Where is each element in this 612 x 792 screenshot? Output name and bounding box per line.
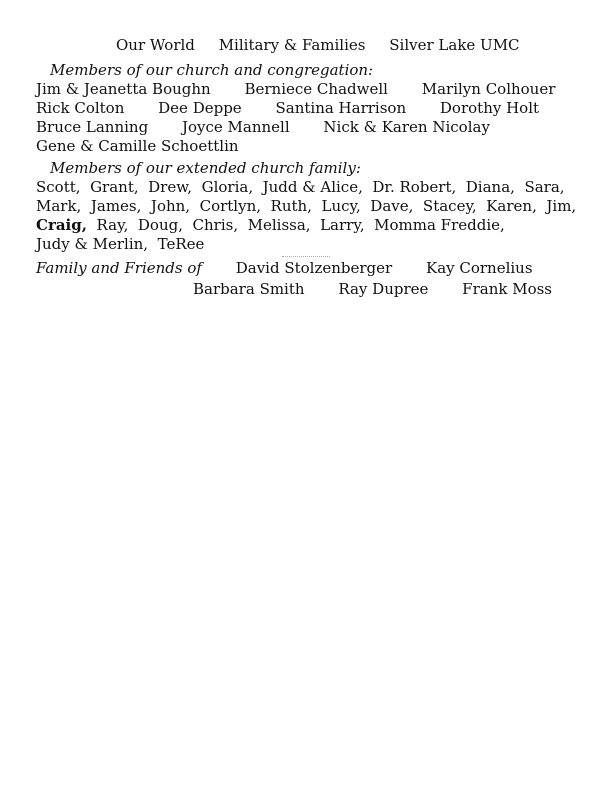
family-friends-row [36, 259, 533, 277]
extended-family-line: Scott, Grant, Drew, Gloria, Judd & Alice, Dr. Robert, Diana, Sara, [36, 178, 565, 196]
family-friends-name: Ray Dupree [338, 280, 429, 298]
congregation-name: Dorothy Holt [439, 99, 540, 117]
prayer-categories [116, 36, 576, 54]
congregation-name: Berniece Chadwell [244, 80, 388, 98]
family-friends-name: Frank Moss [462, 280, 552, 298]
family-friends-name: David Stolzenberger [235, 259, 393, 277]
extended-family-line: Judy & Merlin, TeRee [36, 235, 205, 253]
congregation-name: Santina Harrison [275, 99, 407, 117]
section-divider [282, 256, 330, 258]
congregation-row [36, 99, 555, 118]
family-friends-name: Kay Cornelius [425, 259, 533, 277]
congregation-name: Dee Deppe [158, 99, 242, 117]
congregation-row [36, 137, 555, 156]
extended-family-list [36, 178, 577, 254]
category-silver-lake-umc: Silver Lake UMC [389, 36, 520, 54]
congregation-name: Jim & Jeanetta Boughn [36, 80, 211, 98]
category-military-families: Military & Families [218, 36, 366, 54]
congregation-list [36, 80, 555, 156]
extended-family-names: Ray, Doug, Chris, Melissa, Larry, Momma Freddie, [86, 216, 505, 234]
congregation-name: Gene & Camille Schoettlin [36, 137, 239, 155]
congregation-name: Joyce Mannell [181, 118, 290, 136]
congregation-name: Nick & Karen Nicolay [323, 118, 490, 136]
extended-family-line: Mark, James, John, Cortlyn, Ruth, Lucy, Dave, Stacey, Karen, Jim, [36, 197, 577, 215]
extended-family-line [36, 216, 566, 235]
highlighted-name: Craig, [36, 216, 87, 234]
family-friends-name: Barbara Smith [193, 280, 305, 298]
congregation-name: Bruce Lanning [36, 118, 149, 136]
congregation-heading: Members of our church and congregation: [50, 61, 374, 79]
family-friends-row [193, 280, 552, 298]
extended-family-heading: Members of our extended church family: [50, 159, 361, 177]
family-friends-label: Family and Friends of [36, 259, 202, 277]
congregation-name: Rick Colton [36, 99, 125, 117]
congregation-name: Marilyn Colhouer [421, 80, 556, 98]
congregation-row [36, 80, 555, 99]
category-our-world: Our World [116, 36, 195, 54]
congregation-row [36, 118, 555, 137]
